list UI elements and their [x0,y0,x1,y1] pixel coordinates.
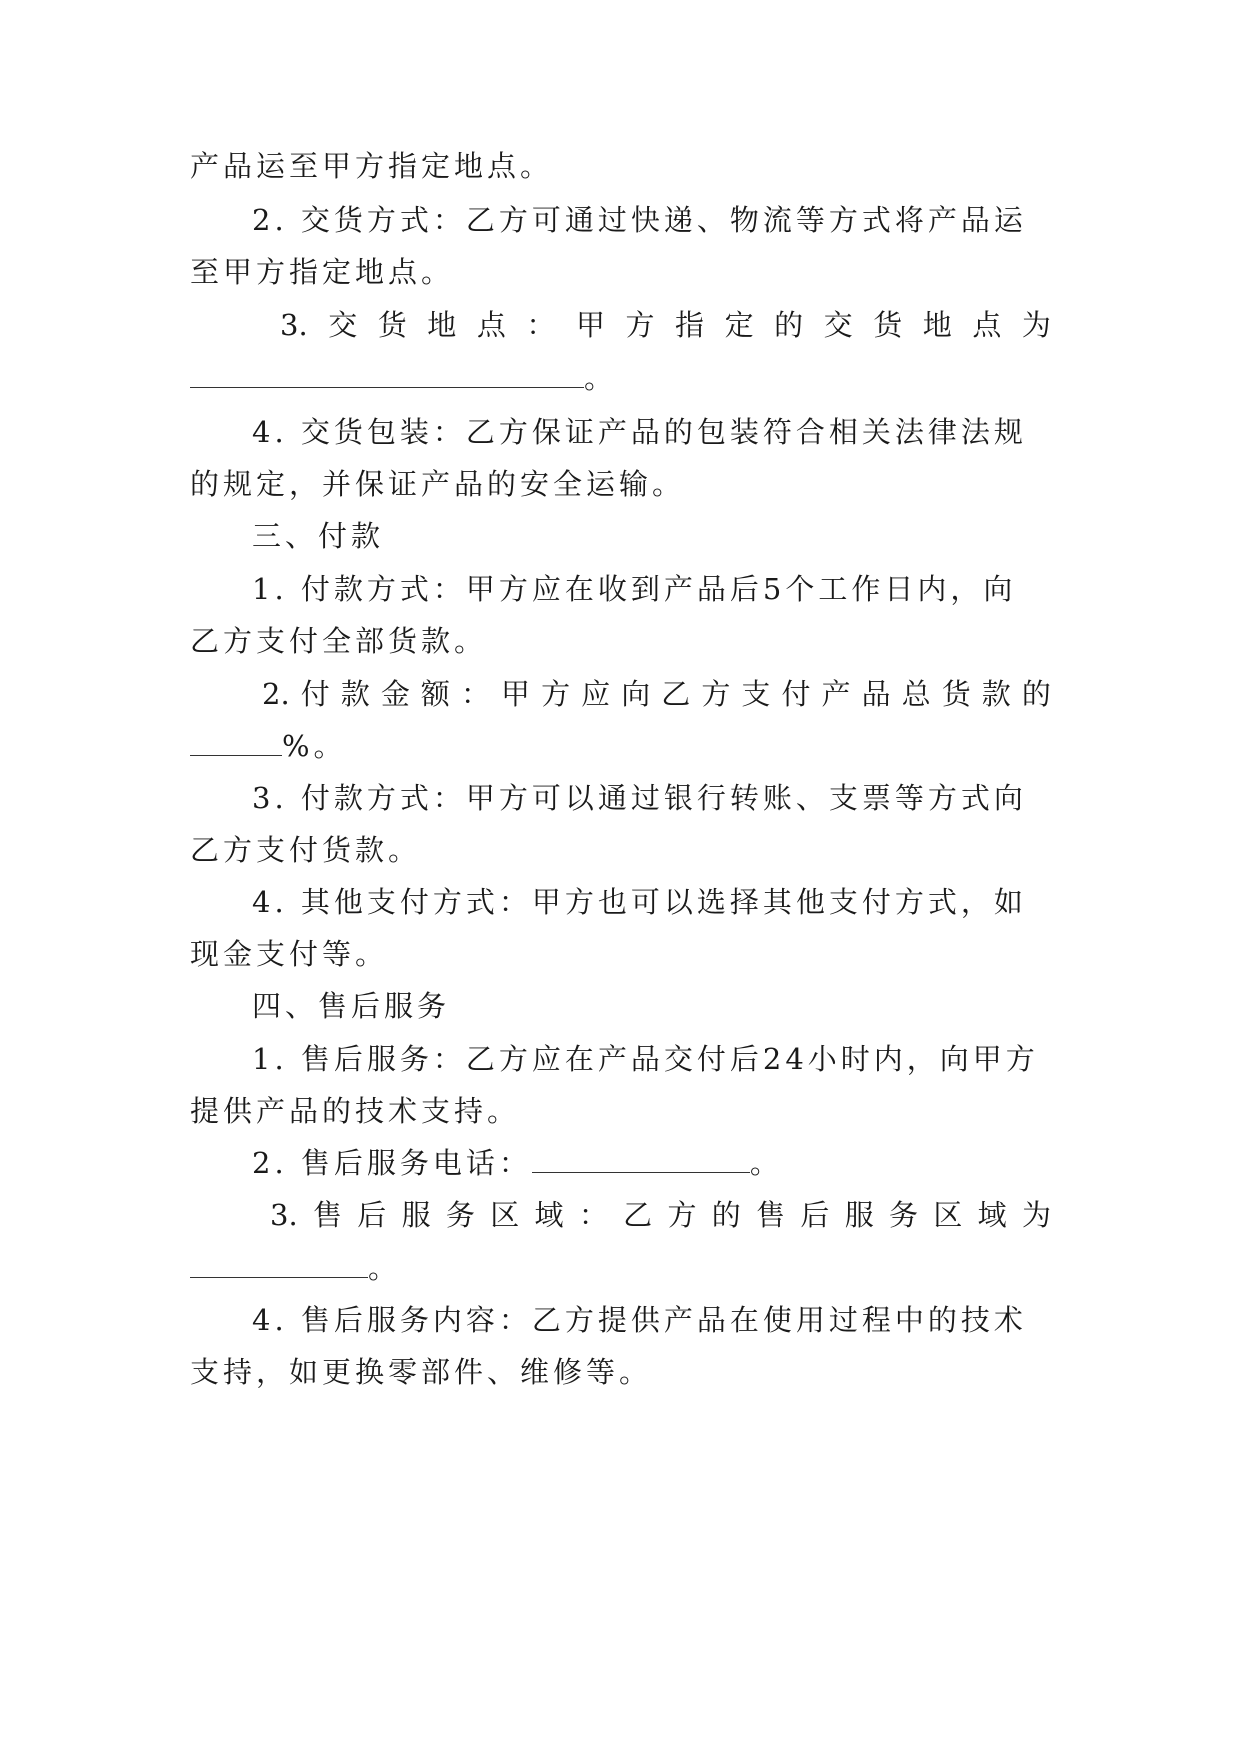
paragraph-line: 的规定，并保证产品的安全运输。 [190,467,686,501]
section-heading-after-sales: 四、售后服务 [252,989,451,1023]
payment-method-line: 1. 付款方式：甲方应在收到产品后5个工作日内，向 [252,572,1017,606]
packaging-line: 4. 交货包装：乙方保证产品的包装符合相关法律法规 [252,415,1027,449]
paragraph-line: 提供产品的技术支持。 [190,1094,521,1128]
after-sales-phone-blank[interactable] [532,1146,750,1173]
payment-percent-blank[interactable] [190,729,282,756]
after-sales-line: 1. 售后服务：乙方应在产品交付后24小时内，向甲方 [252,1042,1039,1076]
service-content-line: 4. 售后服务内容：乙方提供产品在使用过程中的技术 [252,1303,1027,1337]
payment-amount-line: 2. 付 款 金 额 ： 甲 方 应 向 乙 方 支 付 产 品 总 货 款 的 [262,677,1051,711]
after-sales-phone-line: 2. 售后服务电话： 。 [252,1146,783,1180]
paragraph-line: 乙方支付全部货款。 [190,624,488,658]
paragraph-line: 产品运至甲方指定地点。 [190,149,554,183]
service-area-line: 3. 售 后 服 务 区 域 ： 乙 方 的 售 后 服 务 区 域 为 [270,1198,1051,1232]
delivery-location-blank-line: 。 [190,358,1051,398]
delivery-location-line: 3. 交 货 地 点 ： 甲 方 指 定 的 交 货 地 点 为 [280,308,1051,342]
service-area-blank-line: 。 [190,1248,1051,1288]
delivery-method-line: 2. 交货方式：乙方可通过快递、物流等方式将产品运 [252,203,1027,237]
service-area-blank[interactable] [190,1251,368,1278]
payment-channel-line: 3. 付款方式：甲方可以通过银行转账、支票等方式向 [252,781,1027,815]
other-payment-line: 4. 其他支付方式：甲方也可以选择其他支付方式，如 [252,885,1027,919]
paragraph-line: 乙方支付货款。 [190,833,422,867]
payment-percent-blank-line: %。 [190,726,1051,766]
section-heading-payment: 三、付款 [252,519,385,553]
delivery-location-blank[interactable] [190,361,584,388]
paragraph-line: 现金支付等。 [190,937,389,971]
paragraph-line: 至甲方指定地点。 [190,255,455,289]
paragraph-line: 支持，如更换零部件、维修等。 [190,1355,653,1389]
